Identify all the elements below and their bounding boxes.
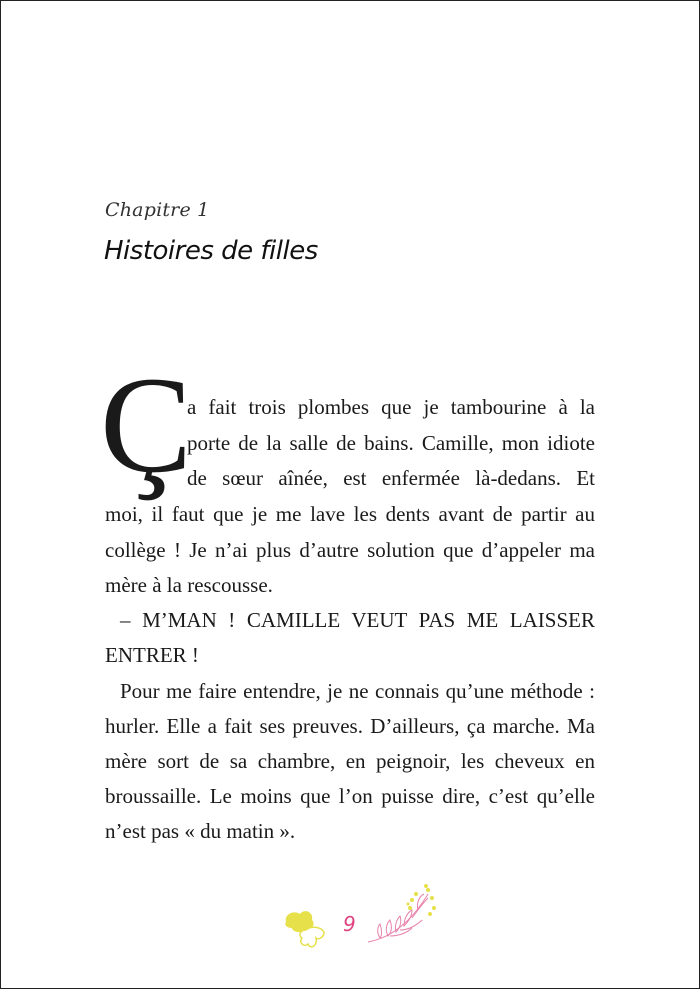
drop-cap: Ç bbox=[100, 348, 193, 501]
text-line: mère à la rescousse. bbox=[105, 573, 273, 597]
flower-icon bbox=[285, 911, 324, 947]
footer-decoration bbox=[280, 880, 440, 950]
chapter-title: Histoires de filles bbox=[104, 236, 318, 266]
text-line: mère sort de sa chambre, en peignoir, les cheveux en bbox=[105, 749, 595, 773]
text-line: hurler. Elle a fait ses preuves. D’ailleurs, ça marche. Ma bbox=[105, 714, 595, 738]
text-line: de sœur aînée, est enfermée là-dedans. Et bbox=[187, 466, 595, 490]
mimosa-branch-icon bbox=[368, 894, 428, 942]
text-line: collège ! Je n’ai plus d’autre solution que d’appeler ma bbox=[105, 538, 595, 562]
chapter-label: Chapitre 1 bbox=[105, 199, 210, 221]
text-line: porte de la salle de bains. Camille, mon idiote bbox=[187, 431, 595, 455]
text-line: moi, il faut que je me lave les dents avant de partir au bbox=[105, 502, 595, 526]
text-line: ENTRER ! bbox=[105, 643, 199, 667]
text-line: a fait trois plombes que je tambourine à la bbox=[187, 395, 595, 419]
text-line: broussaille. Le moins que l’on puisse dire, c’est qu’elle bbox=[105, 784, 595, 808]
page-number: 9 bbox=[343, 912, 356, 936]
text-line: – M’MAN ! CAMILLE VEUT PAS ME LAISSER bbox=[120, 608, 595, 632]
text-line: n’est pas « du matin ». bbox=[105, 819, 296, 843]
text-line: Pour me faire entendre, je ne connais qu’une méthode : bbox=[120, 679, 595, 703]
